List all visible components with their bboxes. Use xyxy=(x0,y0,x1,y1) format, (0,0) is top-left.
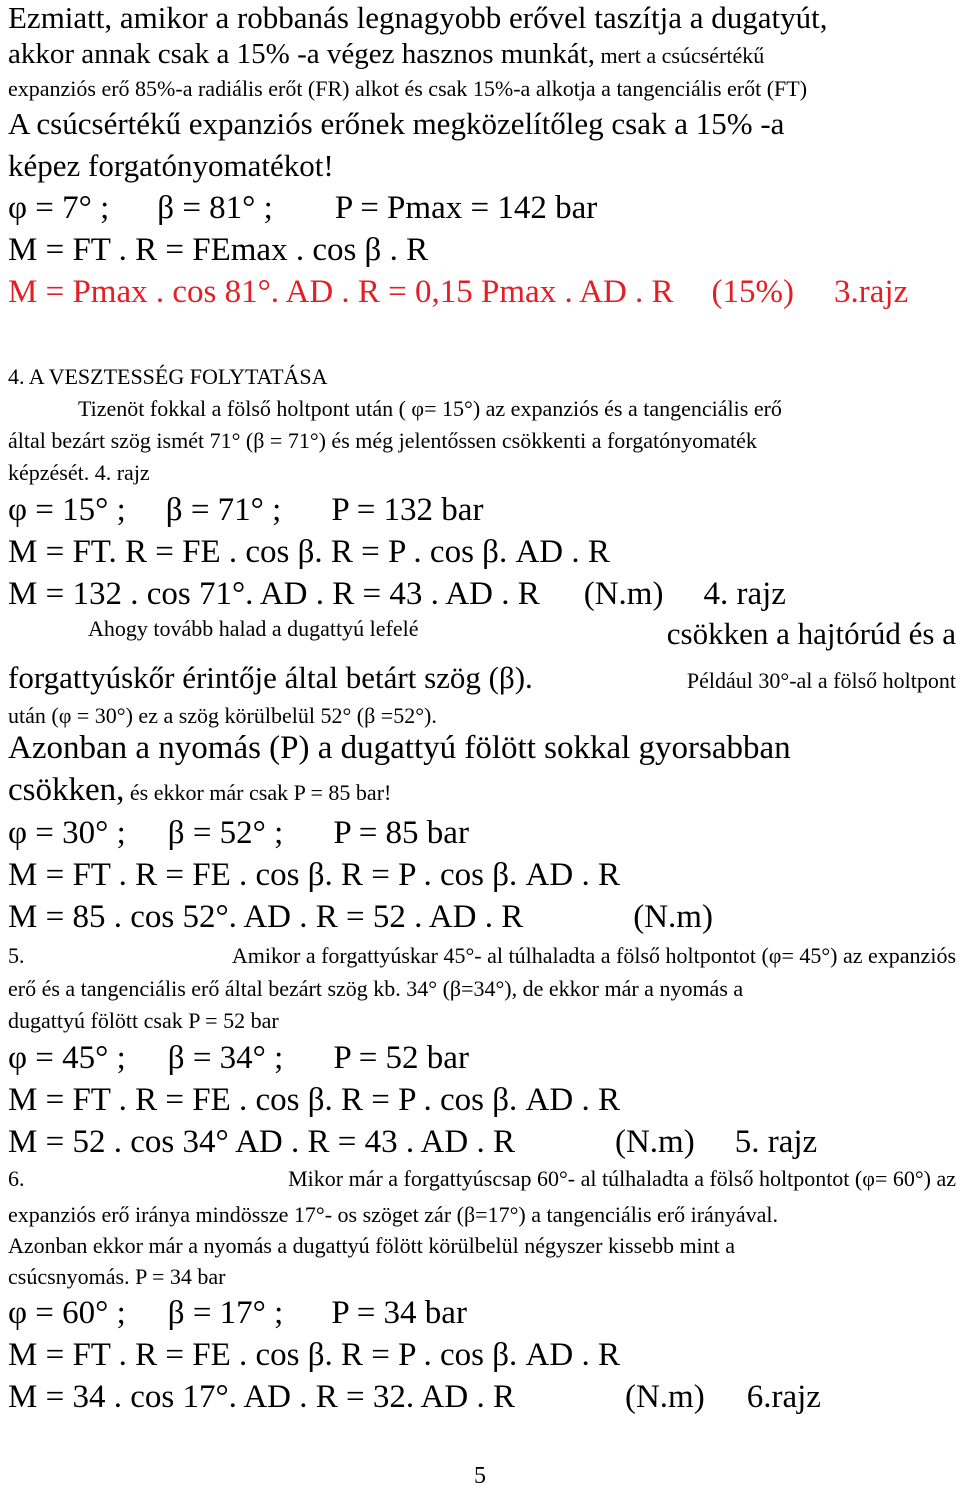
s4-moment-result: M = 132 . cos 71°. AD . R = 43 . AD . R (N.m) 4. rajz xyxy=(8,576,786,612)
s4-text-line-4: Azonban a nyomás (P) a dugattyú fölött sokkal gyorsabban xyxy=(8,730,791,766)
s6-paragraph-line-3: Azonban ekkor már a nyomás a dugattyú fölött körülbelül négyszer kissebb mint a xyxy=(8,1233,736,1258)
s4-text-line-5: csökken, és ekkor már csak P = 85 bar! xyxy=(8,772,392,808)
s30-parameters: φ = 30° ; β = 52° ; P = 85 bar xyxy=(8,815,469,851)
s4-text-line-1: Ahogy tovább halad a dugattyú lefelé csökken a hajtórúd és a xyxy=(88,616,956,651)
page-number: 5 xyxy=(474,1463,486,1489)
s6-paragraph-line-2: expanziós erő iránya mindössze 17°- os szöget zár (β=17°) a tangenciális erő irányával. xyxy=(8,1202,778,1227)
s5-paragraph-line-2: erő és a tangenciális erő által bezárt szög kb. 34° (β=34°), de ekkor már a nyomás a xyxy=(8,976,744,1001)
s5-paragraph-line-3: dugattyú fölött csak P = 52 bar xyxy=(8,1008,279,1033)
s4-moment-formula: M = FT. R = FE . cos β. R = P . cos β. AD . R xyxy=(8,534,610,570)
s6-paragraph-line-4: csúcsnyomás. P = 34 bar xyxy=(8,1264,226,1289)
intro-line-5: képez forgatónyomatékot! xyxy=(8,148,334,183)
s4-text-line-2: forgattyúskőr érintője által betárt szög (β). Például 30°-al a fölső holtpont xyxy=(8,660,956,695)
s6-parameters: φ = 60° ; β = 17° ; P = 34 bar xyxy=(8,1295,467,1331)
s4-text-line-3: után (φ = 30°) ez a szög körülbelül 52° (β =52°). xyxy=(8,703,437,728)
s3-moment-result: M = Pmax . cos 81°. AD . R = 0,15 Pmax . AD . R (15%) 3.rajz xyxy=(8,274,909,310)
s3-moment-formula: M = FT . R = FEmax . cos β . R xyxy=(8,232,429,268)
intro-line-2: akkor annak csak a 15% -a végez hasznos munkát, mert a csúcsértékű xyxy=(8,38,765,70)
s30-moment-formula: M = FT . R = FE . cos β. R = P . cos β. AD . R xyxy=(8,857,620,893)
s5-paragraph-line-1: 5. Amikor a forgattyúskar 45°- al túlhaladta a fölső holtpontot (φ= 45°) az expanziós xyxy=(8,943,956,968)
s5-moment-result: M = 52 . cos 34° AD . R = 43 . AD . R (N.m) 5. rajz xyxy=(8,1124,818,1160)
s6-moment-formula: M = FT . R = FE . cos β. R = P . cos β. AD . R xyxy=(8,1337,620,1373)
s4-paragraph-line-2: által bezárt szög ismét 71° (β = 71°) és még jelentőssen csökkenti a forgatónyomaték xyxy=(8,428,757,453)
s6-paragraph-line-1: 6. Mikor már a forgattyúscsap 60°- al túlhaladta a fölső holtpontot (φ= 60°) az xyxy=(8,1166,956,1191)
intro-line-4: A csúcsértékű expanziós erőnek megközelítőleg csak a 15% -a xyxy=(8,106,785,141)
s5-moment-formula: M = FT . R = FE . cos β. R = P . cos β. AD . R xyxy=(8,1082,620,1118)
s4-paragraph-line-3: képzését. 4. rajz xyxy=(8,460,150,485)
s5-parameters: φ = 45° ; β = 34° ; P = 52 bar xyxy=(8,1040,469,1076)
s4-parameters: φ = 15° ; β = 71° ; P = 132 bar xyxy=(8,492,484,528)
s3-parameters: φ = 7° ; β = 81° ; P = Pmax = 142 bar xyxy=(8,190,598,226)
s4-heading: 4. A VESZTESSÉG FOLYTATÁSA xyxy=(8,364,328,389)
s4-paragraph-line-1: Tizenöt fokkal a fölső holtpont után ( φ= 15°) az expanziós és a tangenciális erő xyxy=(78,396,782,421)
intro-line-3: expanziós erő 85%-a radiális erőt (FR) alkot és csak 15%-a alkotja a tangenciális erőt (FT) xyxy=(8,76,808,101)
s30-moment-result: M = 85 . cos 52°. AD . R = 52 . AD . R (N.m) xyxy=(8,899,713,935)
s6-moment-result: M = 34 . cos 17°. AD . R = 32. AD . R (N.m) 6.rajz xyxy=(8,1379,821,1415)
intro-line-1: Ezmiatt, amikor a robbanás legnagyobb erővel taszítja a dugatyút, xyxy=(8,0,828,35)
